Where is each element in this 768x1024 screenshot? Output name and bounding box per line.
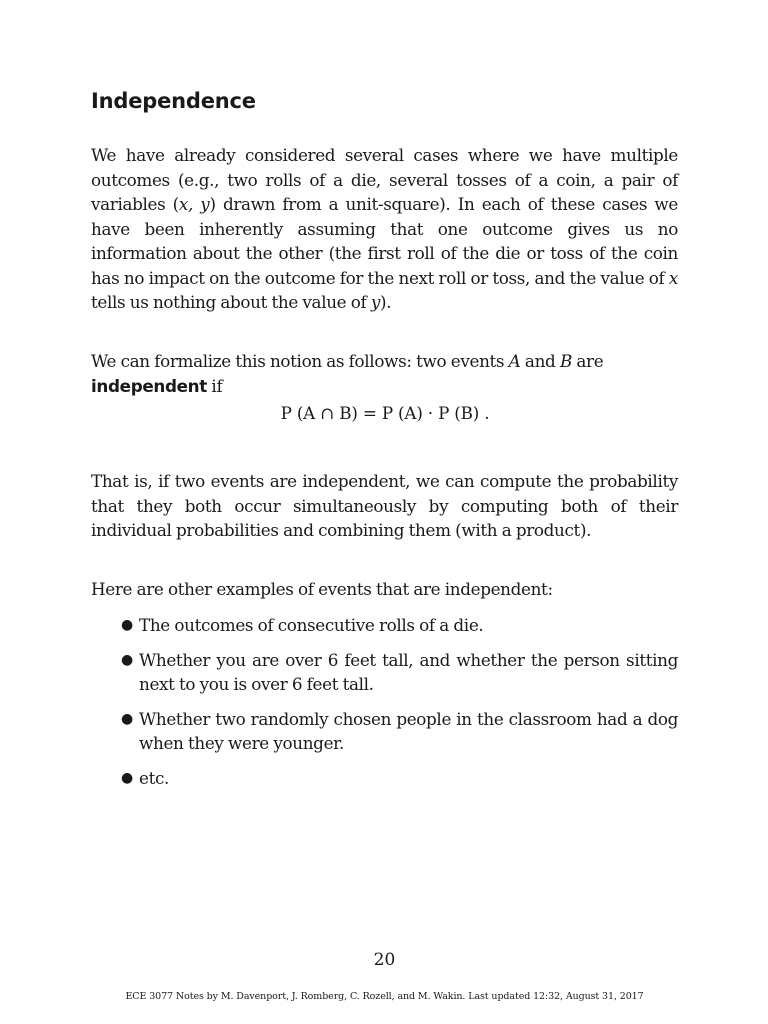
math-y: y — [370, 292, 380, 312]
equation-text: P (A ∩ B) = P (A) · P (B) . — [280, 403, 489, 423]
paragraph-definition-text-c: if — [206, 375, 223, 396]
equation-formula — [265, 400, 505, 426]
bullet-icon: ● — [121, 651, 133, 668]
page-footer: ECE 3077 Notes by M. Davenport, J. Romberg, C. Rozell, and M. Wakin. Last updated 12:32, August 31, 2017 — [125, 991, 644, 1002]
independence-equation — [91, 400, 678, 430]
math-event-b: B — [559, 351, 572, 371]
paragraph-definition-text-a: We can formalize this notion as follows: two events — [91, 351, 509, 371]
list-item-text: Whether two randomly chosen people in the classroom had a dog when they were younger. — [139, 708, 678, 753]
math-x: x — [668, 267, 678, 288]
page-number: 20 — [373, 950, 396, 970]
list-item-text: Whether you are over 6 feet tall, and whether the person sitting next to you is over 6 feet tall. — [139, 649, 678, 694]
list-item-text: etc. — [139, 767, 170, 788]
math-event-a: A — [508, 351, 521, 371]
paragraph-intro — [91, 143, 678, 315]
list-item — [121, 707, 678, 756]
paragraph-explanation: That is, if two events are independent, we can compute the probability that they both occur simultaneously by computing both of their individual probabilities and combining them (with a product). — [91, 471, 678, 540]
paragraph-definition-text-b: are — [571, 351, 604, 371]
list-item-text: The outcomes of consecutive rolls of a die. — [139, 615, 484, 635]
section-title: Independence — [91, 89, 256, 113]
list-item — [121, 766, 678, 791]
list-item — [121, 613, 678, 638]
paragraph-intro-text-b: ) drawn from a unit-square). In each of these cases we have been inherently assuming that one outcome gives us no information about the other (the first roll of the die or toss of the coin has no impact on the outcome for the next roll or toss, and the value of — [91, 194, 678, 288]
bullet-icon: ● — [121, 769, 133, 786]
examples-list — [121, 613, 678, 800]
bullet-icon: ● — [121, 617, 133, 633]
math-xy: x, y — [178, 194, 210, 214]
paragraph-intro-text-d: ). — [380, 292, 392, 312]
paragraph-examples-intro: Here are other examples of events that are independent: — [91, 579, 553, 599]
defined-term: independent — [91, 375, 207, 396]
list-item — [121, 648, 678, 697]
paragraph-intro-text-a: We have already considered several cases where we have multiple outcomes (e.g., two rolls of a die, several tosses of a coin, a pair of variables ( — [91, 145, 678, 214]
paragraph-intro-text-c: tells us nothing about the value of — [91, 292, 371, 312]
paragraph-definition-and: and — [520, 351, 560, 371]
bullet-icon: ● — [121, 710, 133, 727]
paragraph-definition — [91, 349, 678, 398]
document-page — [91, 0, 678, 1024]
